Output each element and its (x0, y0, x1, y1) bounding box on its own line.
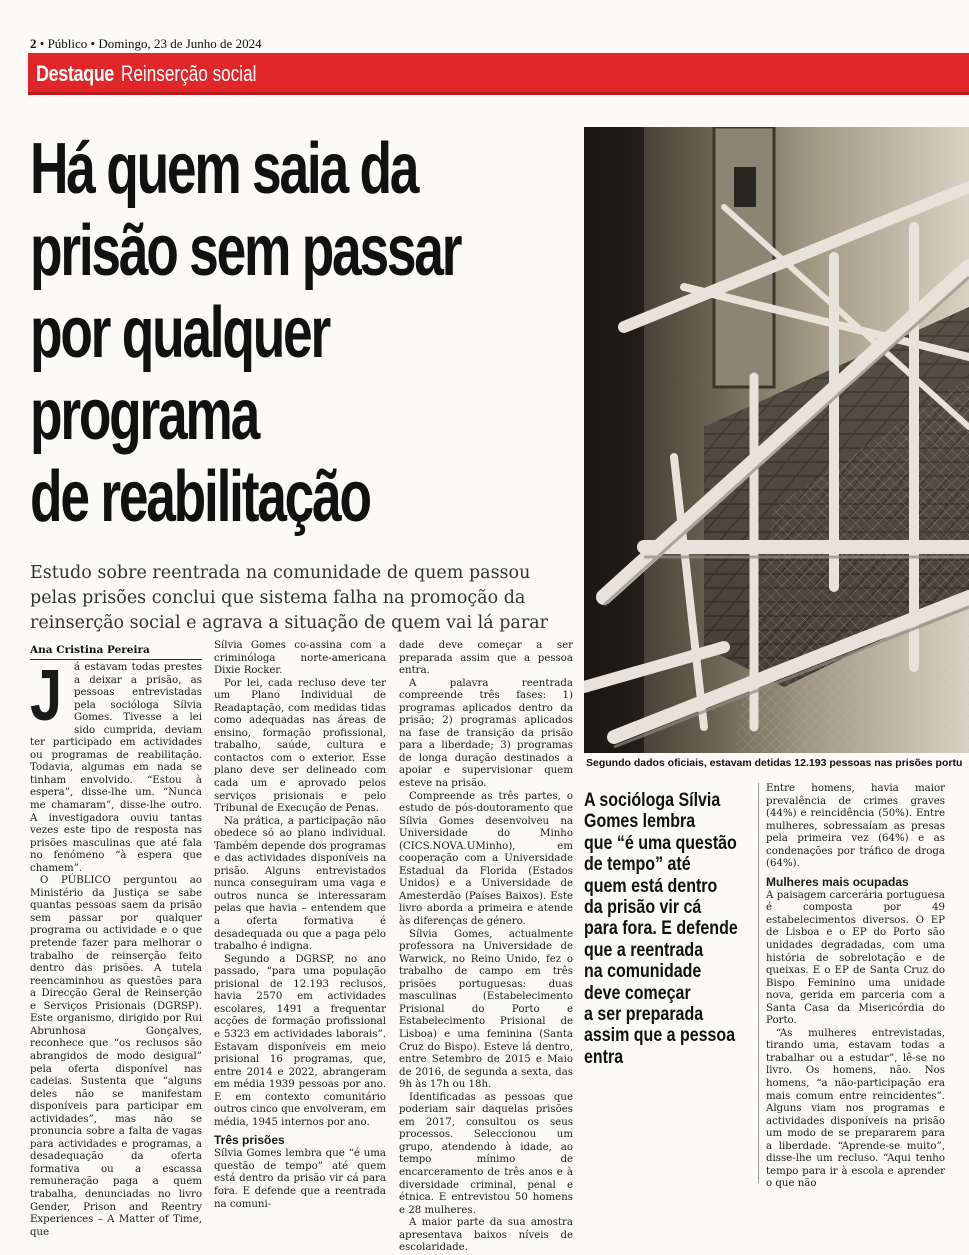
paragraph: Segundo a DGRSP, no ano passado, “para uma população prisional de 12.193 reclusos, havia 2570 em actividades escolares, 1491 a frequentar acções de formação profissional e 5323 em actividades laborais”. Estavam disponíveis em meio prisional 16 programas, que, entre 2014 e 2022, abrangeram em média 1939 pessoas por ano. E em contexto comunitário outros cinco que envolveram, em média, 1945 internos por ano. (214, 953, 386, 1128)
pull-quote-line: assim que a pessoa (584, 1024, 736, 1047)
pull-quote-line: que a reentrada (584, 938, 704, 961)
subheading: Mulheres mais ocupadas (766, 874, 909, 889)
pull-quote-line: da prisão vir cá (584, 896, 702, 919)
paragraph: Entre homens, havia maior prevalência de crimes graves (44%) e reincidência (50%). Entre mulheres, sobressaíam as presas pela primeira vez (64%) e as condenações por tráfico de droga (64%). (766, 783, 945, 870)
paragraph: dade deve começar a ser preparada assim que a pessoa entra. (399, 640, 573, 677)
prison-corridor-photo (584, 127, 969, 753)
pull-quote-line: deve começar (584, 981, 691, 1004)
headline-line: Há quem saia da (30, 129, 418, 209)
headline-line: programa (30, 375, 258, 455)
article-column-2 (214, 640, 386, 1211)
paragraph: O PÚBLICO perguntou ao Ministério da Justiça se sabe quantas pessoas saem da prisão sem passar por qualquer programa ou actividade e o que pretende fazer para melhorar o trabalho de reinserção feito dentro das prisões. A tutela reencaminhou as questões para a Direcção Geral de Reinserção e Serviços Prisionais (DGRSP). Este organismo, dirigido por Rui Abrunhosa Gonçalves, reconhece que “os reclusos são abrangidos de modo desigual” pela oferta disponível nas cadeias. Sustenta que “alguns deles não se manifestam disponíveis para participar em actividades”, mas não se pronuncia sobre a falta de vagas para actividades e programas, a desadequação da oferta formativa ou a escassa remuneração paga a quem trabalha, denunciadas no livro Gender, Prison and Reentry Experiences – A Matter of Time, que (30, 875, 202, 1238)
folio: 2 • Público • Domingo, 23 de Junho de 2024 (30, 36, 262, 51)
pull-quote (584, 790, 754, 1068)
paragraph: A paisagem carcerária portuguesa é composta por 49 estabelecimentos diversos. O EP de Lisboa e o EP do Porto são unidades degradadas, com uma história de sobrelotação e de queixas. E o EP de Santa Cruz do Bispo Feminino uma unidade nova, gerida em parceria com a Santa Casa da Misericórdia do Porto. (766, 889, 945, 1027)
headline-line: por qualquer (30, 293, 329, 373)
paragraph: Identificadas as pessoas que poderiam sair daquelas prisões em 2017, consultou os seus processos. Seleccionou um grupo, atendendo à idade, ao tempo mínimo de encarceramento de três anos e à diversidade criminal, penal e étnica. E entrevistou 50 homens e 28 mulheres. (399, 1091, 573, 1216)
subheading: Três prisões (214, 1133, 285, 1148)
section-label: Destaque (36, 61, 114, 86)
pull-quote-line: a ser preparada (584, 1003, 704, 1026)
pull-quote-line: na comunidade (584, 960, 702, 983)
pull-quote-line: de tempo” até (584, 853, 691, 876)
paragraph: á estavam todas prestes a deixar a prisão, as pessoas entrevistadas pela socióloga Sílvia Gomes. Tivesse a lei sido cumprida, deviam ter participado em actividades ou programas de reabilitação. Todavia, algumas em nada se tinham envolvido. “Estou à espera”, disse-lhe um. “Nunca me chamaram”, disse-lhe outro. A investigadora ouviu tantas vezes este tipo de resposta nas prisões masculinas que até fala no fenómeno “à espera que chamem”. (30, 662, 202, 874)
pull-quote-line: A socióloga Sílvia (584, 789, 721, 811)
headline-line: de reabilitação (30, 457, 370, 537)
publication-name: Público (47, 36, 88, 51)
subsection-label: Reinserção social (121, 61, 257, 86)
paragraph: “As mulheres entrevistadas, tirando uma, estavam todas a trabalhar ou a estudar”, lê-se no livro. Os homens, não. Nos homens, “a não-participação era mais comum entre reincidentes”. Alguns viam nos programas e actividades disponíveis na prisão um modo de se prepararem para a liberdade. “Aprende-se muito”, disse-lhe um recluso. “Aqui tenho tempo para ir à escola e aprender o que não (766, 1027, 945, 1190)
photo-caption: Segundo dados oficiais, estavam detidas 12.193 pessoas nas prisões portu (586, 757, 963, 769)
paragraph: A maior parte da sua amostra apresentava baixos níveis de escolaridade. (399, 1217, 573, 1254)
paragraph: Sílvia Gomes, actualmente professora na Universidade de Warwick, no Reino Unido, fez o trabalho de campo em três prisões portuguesas: duas masculinas (Estabelecimento Prisional do Porto e Estabelecimento Prisional de Lisboa) e uma feminina (Santa Cruz do Bispo). Esteve lá dentro, entre Setembro de 2015 e Maio de 2016, de segunda a sexta, das 9h às 17h ou 18h. (399, 928, 573, 1091)
pull-quote-line: quem está dentro (584, 874, 718, 897)
pull-quote-line: que “é uma questão (584, 831, 737, 854)
paragraph: Na prática, a participação não obedece só ao plano individual. Também depende dos programas e das actividades disponíveis na prisão. Alguns entrevistados nunca conseguiram uma vaga e outros nunca se interessaram pelas que havia – entendem que a oferta formativa é desadequada ou que a paga pelo trabalho é indigna. (214, 815, 386, 953)
paragraph: A palavra reentrada compreende três fases: 1) programas aplicados dentro da prisão; 2) programas aplicados na fase de transição da prisão para a liberdade; 3) programas de longa duração destinados a apoiar e supervisionar quem esteve na prisão. (399, 677, 573, 790)
drop-cap: J (30, 656, 63, 736)
paragraph: Sílvia Gomes co-assina com a criminóloga norte-americana Dixie Rocker. (214, 640, 386, 677)
paragraph: Por lei, cada recluso deve ter um Plano Individual de Readaptação, com medidas tidas como adequadas nas áreas de ensino, formação profissional, trabalho, saúde, cultura e contactos com o exterior. Esse plano deve ser delineado com cada um e aprovado pelos serviços prisionais e pelo Tribunal de Execução de Penas. (214, 677, 386, 815)
headline (30, 128, 590, 538)
byline: Ana Cristina Pereira (30, 644, 202, 660)
page-number: 2 (30, 36, 37, 51)
pull-quote-line: Gomes lembra (584, 810, 696, 833)
publication-date: Domingo, 23 de Junho de 2024 (98, 36, 262, 51)
column-divider (758, 783, 759, 1183)
pull-quote-line: entra (584, 1045, 624, 1068)
paragraph: Sílvia Gomes lembra que “é uma questão de tempo” até quem está dentro da prisão vir cá para fora. E defende que a reentrada na comuni- (214, 1148, 386, 1210)
section-banner (28, 53, 969, 95)
article-column-1 (30, 656, 202, 1239)
article-column-3 (399, 640, 573, 1255)
pull-quote-line: para fora. E defende (584, 917, 738, 940)
lead-paragraph: Estudo sobre reentrada na comunidade de quem passou pelas prisões conclui que sistema falha na promoção da reinserção social e agrava a situação de quem vai lá parar (30, 563, 548, 633)
article-column-4 (766, 783, 945, 1191)
paragraph: Compreende as três partes, o estudo de pós-doutoramento que Sílvia Gomes desenvolveu na Universidade do Minho (CICS.NOVA.UMinho), em cooperação com a Universidade Estadual da Florida (Estados Unidos) e a Universidade de Amesterdão (Países Baixos). Este livro aborda a primeira e atende às diferenças de género. (399, 790, 573, 928)
headline-line: prisão sem passar (30, 211, 461, 291)
